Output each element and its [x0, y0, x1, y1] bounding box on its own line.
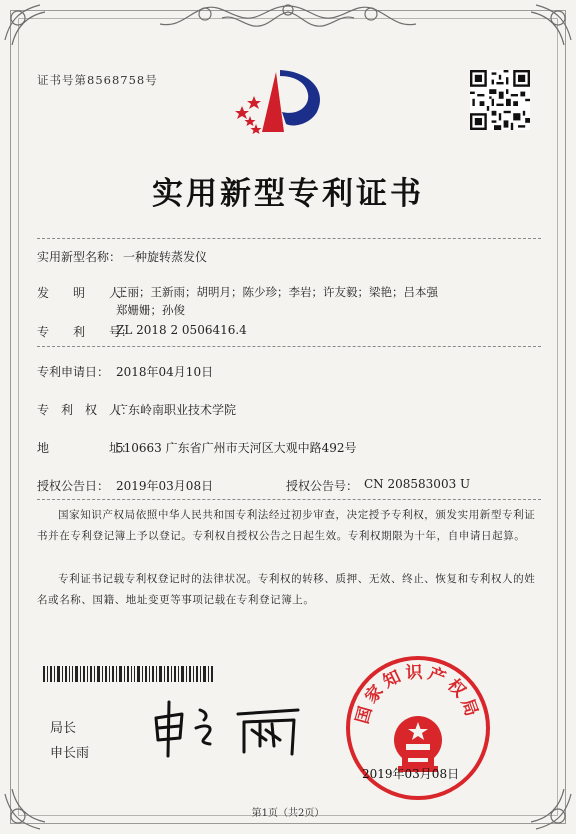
- director-title: 局长: [50, 721, 77, 736]
- grant-number-value: CN 208583003 U: [364, 477, 471, 491]
- grant-number-label: 授权公告号：: [286, 479, 359, 493]
- page-title: 实用新型专利证书: [152, 176, 424, 212]
- divider: [37, 238, 541, 239]
- address-label: 地 址：: [37, 441, 134, 455]
- grant-statement-paragraph: 国家知识产权局依照中华人民共和国专利法经过初步审查，决定授予专利权，颁发实用新型专利证书并在专利登记簿上予以登记。专利权自授权公告之日起生效。专利权期限为十年，自申请日起算。: [37, 509, 536, 542]
- top-ornament: [150, 0, 426, 40]
- grant-date-value: 2019年03月08日: [116, 479, 214, 493]
- inventor-value-line2: 郑姗姗；孙俊: [116, 303, 185, 317]
- director-signature: [148, 698, 308, 758]
- divider: [37, 499, 541, 500]
- top-left-corner-ornament: [0, 0, 60, 60]
- inventor-label: 发 明 人：: [37, 286, 134, 300]
- filing-date-value: 2018年04月10日: [116, 365, 214, 379]
- director-name: 申长雨: [50, 746, 90, 761]
- page-number: 第1页（共2页）: [251, 808, 325, 819]
- seal-date: 2019年03月08日: [362, 767, 460, 781]
- divider: [37, 346, 541, 347]
- patent-number-value: ZL 2018 2 0506416.4: [116, 323, 247, 337]
- legal-status-paragraph: 专利证书记载专利权登记时的法律状况。专利权的转移、质押、无效、终止、恢复和专利权人的姓名或名称、国籍、地址变更等事项记载在专利登记簿上。: [37, 573, 536, 606]
- address-value: 510663 广东省广州市天河区大观中路492号: [116, 441, 357, 455]
- svg-text:国家知识产权局: 国家知识产权局: [352, 662, 483, 727]
- patent-number-label: 专 利 号：: [37, 325, 134, 339]
- patentee-label: 专 利 权 人：: [37, 403, 134, 417]
- top-right-corner-ornament: [516, 0, 576, 60]
- patentee-value: 广东岭南职业技术学院: [116, 403, 237, 417]
- utility-model-name-label: 实用新型名称：: [37, 250, 122, 264]
- certificate-number: 证书号第8568758号: [37, 73, 158, 87]
- qr-code-icon: [470, 70, 530, 130]
- barcode-icon: [43, 666, 213, 682]
- inventor-value-line1: 王丽；王新雨；胡明月；陈少珍；李岩；许友毅；梁艳；吕本强: [116, 285, 438, 299]
- utility-model-name-value: 一种旋转蒸发仪: [123, 250, 208, 264]
- filing-date-label: 专利申请日：: [37, 365, 110, 379]
- cnipa-logo-icon: [232, 62, 332, 142]
- grant-date-label: 授权公告日：: [37, 479, 110, 493]
